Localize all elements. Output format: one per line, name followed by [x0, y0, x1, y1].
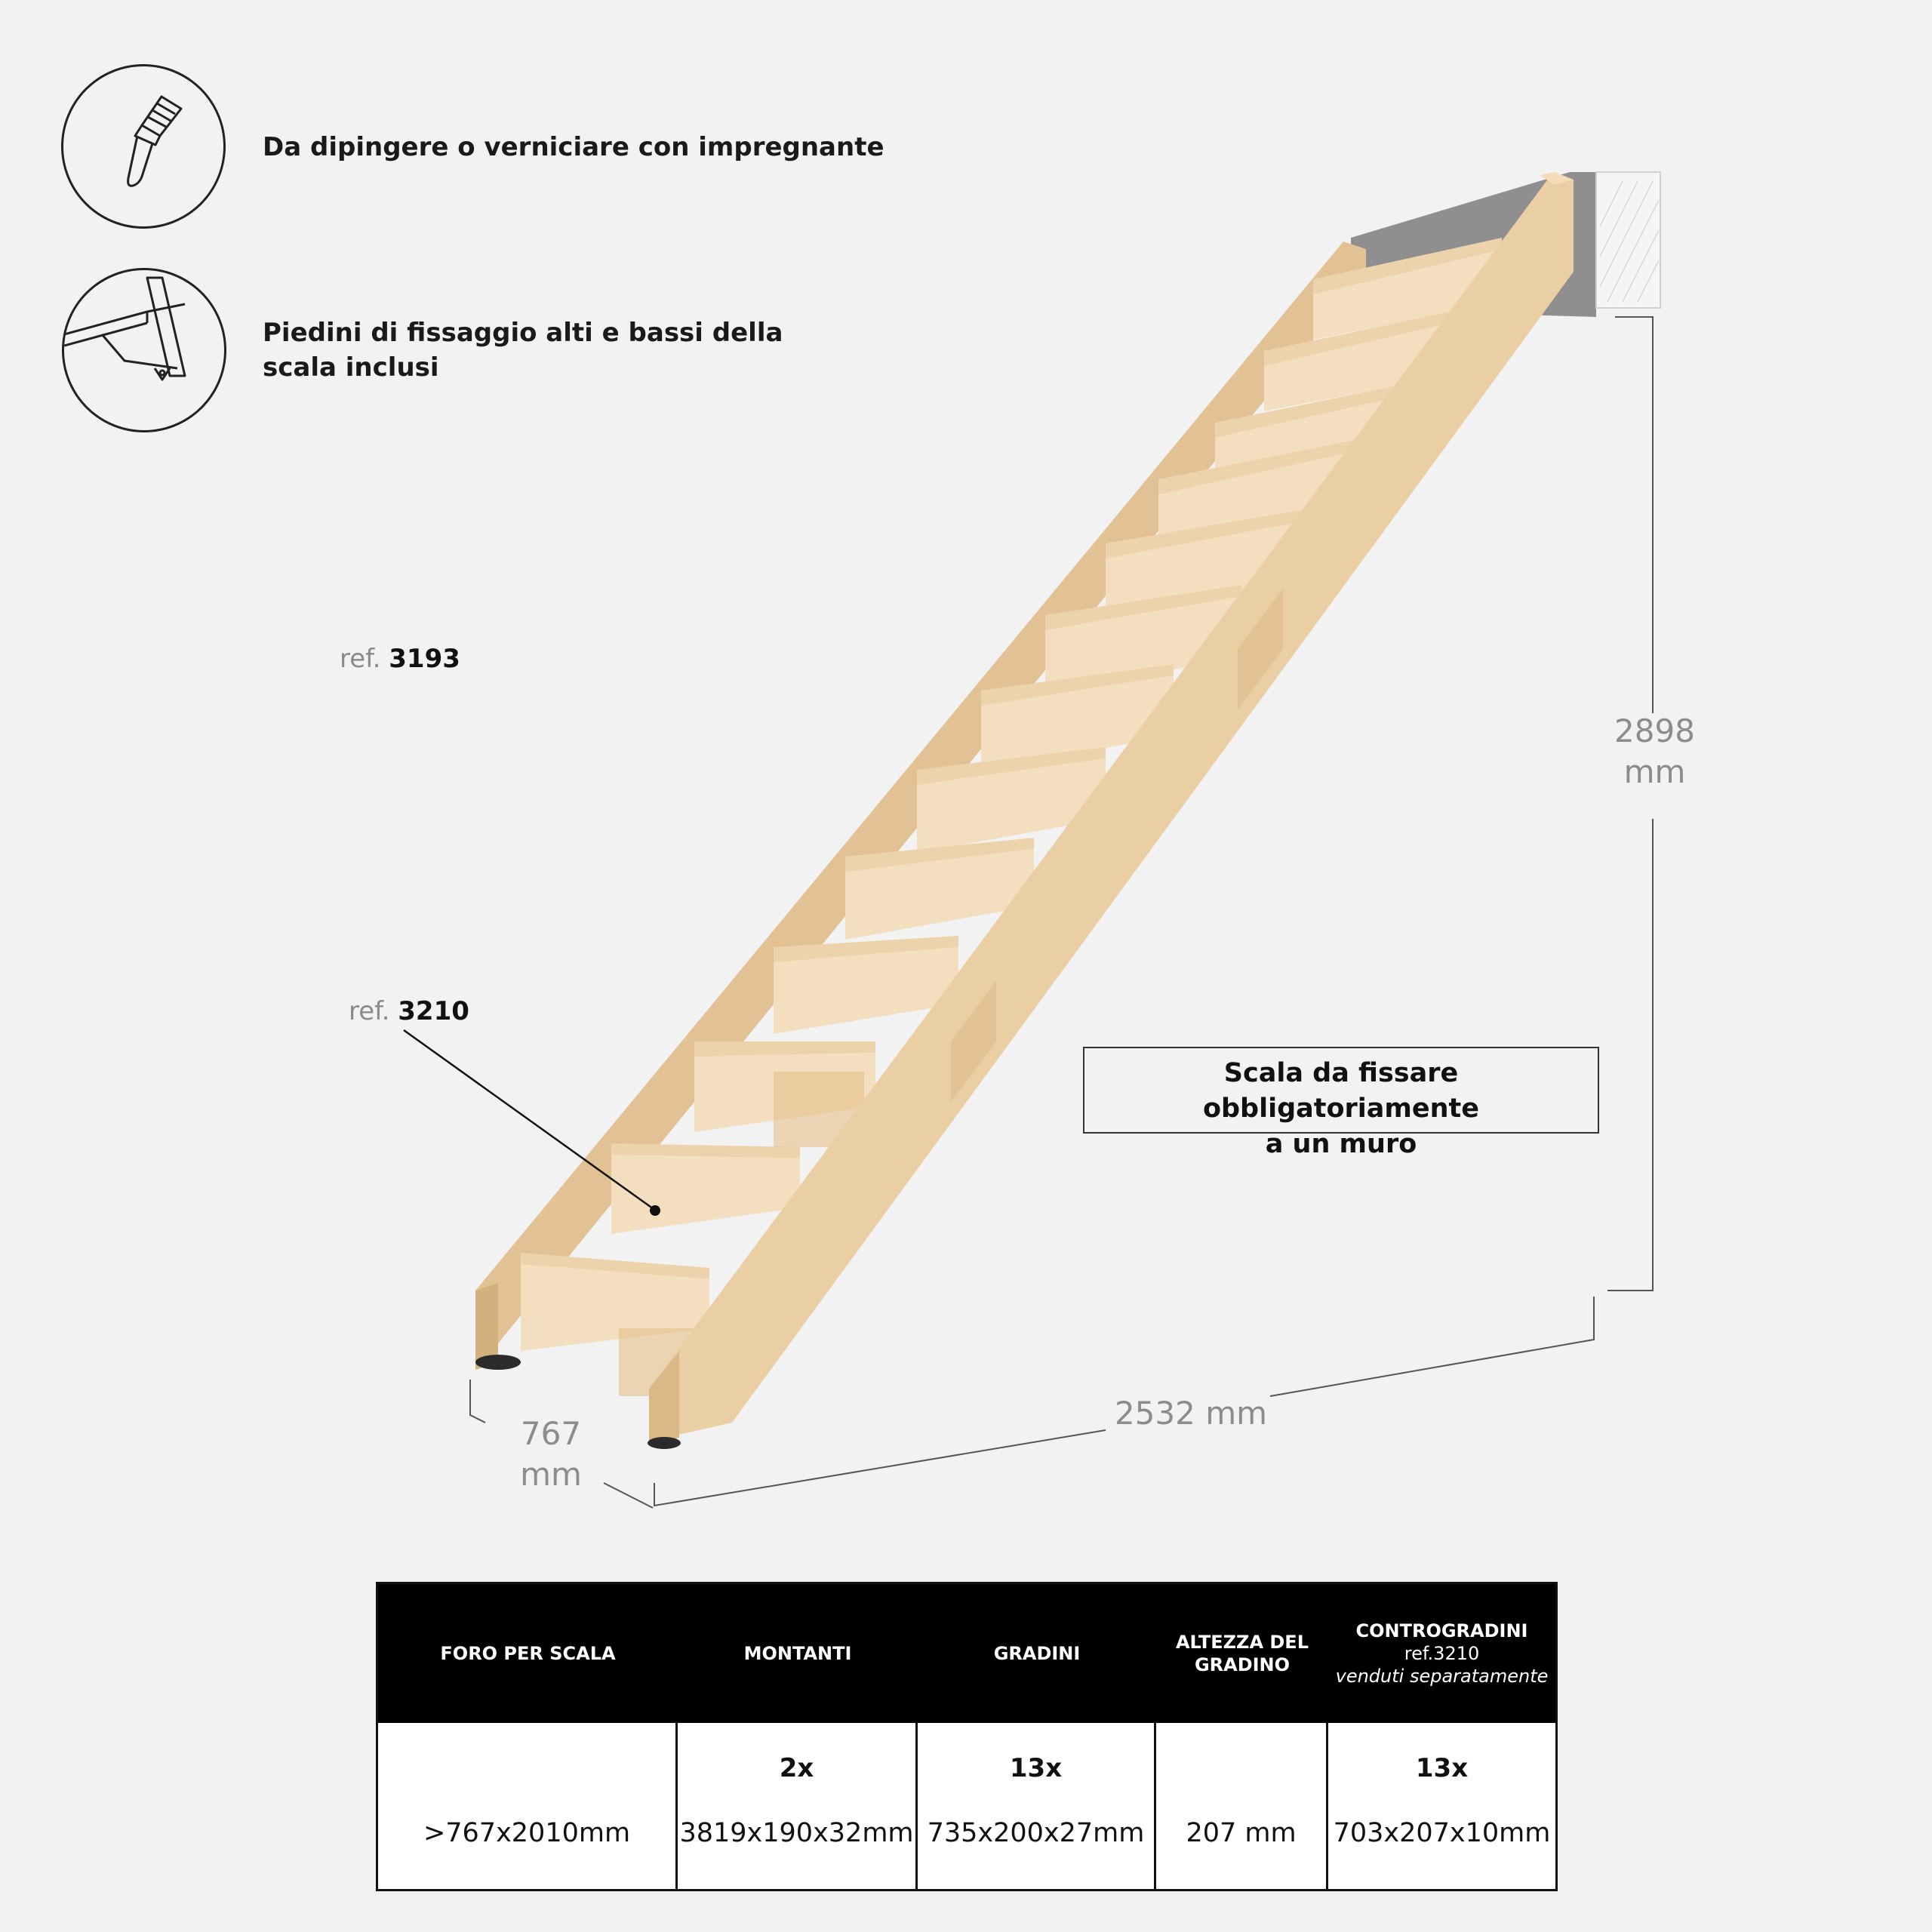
dimension-length: 2532 mm — [1114, 1395, 1268, 1432]
table-header: GRADINI — [918, 1584, 1156, 1723]
ref-label-riser: ref. 3210 — [349, 996, 469, 1026]
table-cell: 13x 703x207x10mm — [1333, 1753, 1551, 1848]
feature-text-paint: Da dipingere o verniciare con impregnante — [263, 132, 884, 162]
table-cell: 207 mm — [1156, 1723, 1328, 1889]
front-stringer — [649, 172, 1574, 1445]
table-header: MONTANTI — [678, 1584, 918, 1723]
table-cell: 2x 3819x190x32mm — [678, 1723, 918, 1889]
dimension-height: 2898 mm — [1614, 712, 1695, 790]
ref-callout-dot — [650, 1205, 660, 1216]
foot-front — [648, 1437, 681, 1449]
specs-table — [376, 1582, 1558, 1891]
table-header: FORO PER SCALA — [378, 1584, 678, 1723]
foot-back — [475, 1355, 521, 1370]
table-cell: >767x2010mm — [378, 1723, 678, 1889]
feature-text-brackets: Piedini di fissaggio alti e bassi della scala inclusi — [263, 318, 783, 383]
wall-fixing-notice: Scala da fissare obbligatoriamente a un muro — [1083, 1047, 1599, 1134]
table-header: ALTEZZA DEL GRADINO — [1156, 1584, 1328, 1723]
table-header: CONTROGRADINI ref.3210 venduti separatamente — [1328, 1584, 1555, 1723]
table-cell: 13x 735x200x27mm — [918, 1723, 1156, 1889]
ref-label-stair: ref. 3193 — [340, 644, 460, 674]
dimension-width: 767 mm — [520, 1415, 582, 1493]
steps — [521, 238, 1502, 1396]
ref-callout-line — [404, 1030, 654, 1209]
